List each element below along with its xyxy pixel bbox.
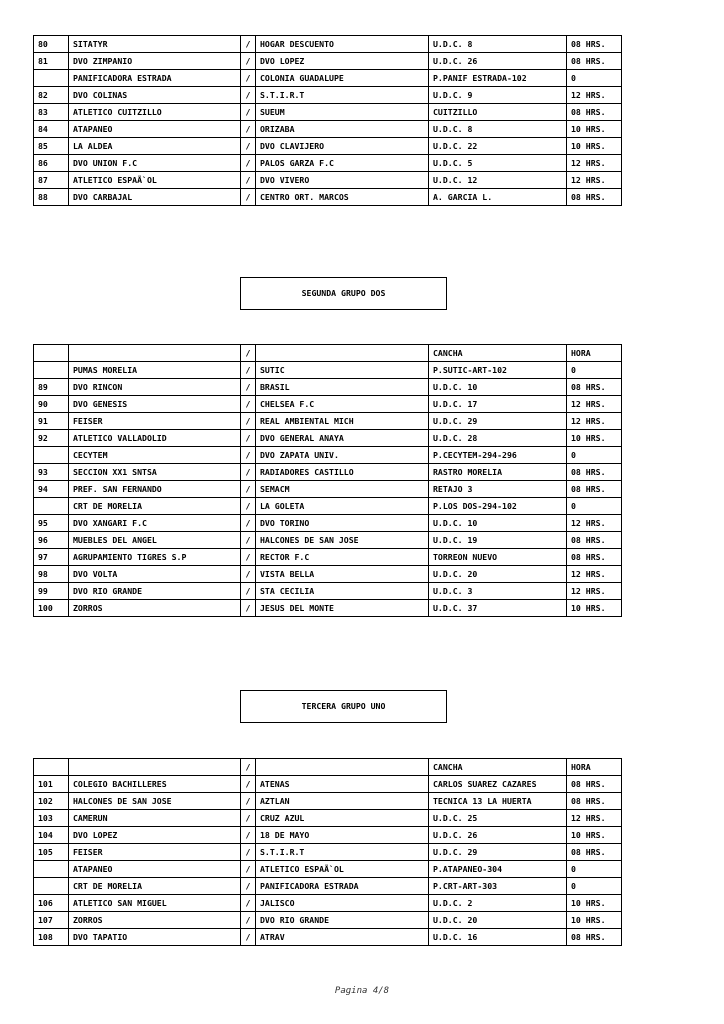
time-cell: 0 — [567, 861, 622, 878]
venue-cell: U.D.C. 9 — [429, 87, 567, 104]
venue-cell: U.D.C. 16 — [429, 929, 567, 946]
time-cell: 08 HRS. — [567, 189, 622, 206]
time-cell: 0 — [567, 447, 622, 464]
header-separator-cell: / — [241, 345, 256, 362]
fixture-row — [34, 172, 622, 189]
match-number-cell: 95 — [34, 515, 69, 532]
separator-cell: / — [241, 861, 256, 878]
match-number-cell: 81 — [34, 53, 69, 70]
away-team-cell: REAL AMBIENTAL MICH — [256, 413, 429, 430]
time-cell: 12 HRS. — [567, 413, 622, 430]
match-number-cell: 98 — [34, 566, 69, 583]
separator-cell: / — [241, 396, 256, 413]
venue-cell: U.D.C. 37 — [429, 600, 567, 617]
time-cell: 08 HRS. — [567, 793, 622, 810]
header-num-cell — [34, 345, 69, 362]
home-team-cell: PUMAS MORELIA — [69, 362, 241, 379]
away-team-cell: JESUS DEL MONTE — [256, 600, 429, 617]
separator-cell: / — [241, 121, 256, 138]
away-team-cell: CENTRO ORT. MARCOS — [256, 189, 429, 206]
away-team-cell: DVO GENERAL ANAYA — [256, 430, 429, 447]
separator-cell: / — [241, 36, 256, 53]
separator-cell: / — [241, 566, 256, 583]
away-team-cell: COLONIA GUADALUPE — [256, 70, 429, 87]
away-team-cell: S.T.I.R.T — [256, 844, 429, 861]
section-title-tercera-grupo-uno: TERCERA GRUPO UNO — [240, 690, 447, 723]
away-team-cell: PANIFICADORA ESTRADA — [256, 878, 429, 895]
venue-cell: TORREON NUEVO — [429, 549, 567, 566]
header-num-cell — [34, 759, 69, 776]
match-number-cell: 88 — [34, 189, 69, 206]
time-cell: 08 HRS. — [567, 532, 622, 549]
home-team-cell: SITATYR — [69, 36, 241, 53]
time-cell: 10 HRS. — [567, 121, 622, 138]
separator-cell: / — [241, 583, 256, 600]
time-cell: 10 HRS. — [567, 600, 622, 617]
time-cell: 12 HRS. — [567, 87, 622, 104]
venue-cell: U.D.C. 29 — [429, 413, 567, 430]
away-team-cell: PALOS GARZA F.C — [256, 155, 429, 172]
time-cell: 0 — [567, 70, 622, 87]
fixture-row — [34, 566, 622, 583]
header-time-cell: HORA — [567, 759, 622, 776]
separator-cell: / — [241, 189, 256, 206]
venue-cell: U.D.C. 28 — [429, 430, 567, 447]
match-number-cell: 83 — [34, 104, 69, 121]
home-team-cell: LA ALDEA — [69, 138, 241, 155]
time-cell: 08 HRS. — [567, 844, 622, 861]
time-cell: 12 HRS. — [567, 583, 622, 600]
away-team-cell: SUTIC — [256, 362, 429, 379]
time-cell: 08 HRS. — [567, 104, 622, 121]
venue-cell: U.D.C. 12 — [429, 172, 567, 189]
venue-cell: RETAJO 3 — [429, 481, 567, 498]
away-team-cell: ATENAS — [256, 776, 429, 793]
fixture-row — [34, 396, 622, 413]
home-team-cell: HALCONES DE SAN JOSE — [69, 793, 241, 810]
away-team-cell: DVO CLAVIJERO — [256, 138, 429, 155]
venue-cell: U.D.C. 8 — [429, 36, 567, 53]
table-header-row — [34, 759, 622, 776]
fixture-row — [34, 362, 622, 379]
home-team-cell: FEISER — [69, 844, 241, 861]
away-team-cell: 18 DE MAYO — [256, 827, 429, 844]
fixture-row — [34, 895, 622, 912]
separator-cell: / — [241, 895, 256, 912]
match-number-cell: 80 — [34, 36, 69, 53]
match-number-cell: 108 — [34, 929, 69, 946]
time-cell: 10 HRS. — [567, 895, 622, 912]
away-team-cell: BRASIL — [256, 379, 429, 396]
away-team-cell: JALISCO — [256, 895, 429, 912]
fixture-row — [34, 464, 622, 481]
away-team-cell: S.T.I.R.T — [256, 87, 429, 104]
fixture-row — [34, 155, 622, 172]
away-team-cell: DVO LOPEZ — [256, 53, 429, 70]
time-cell: 12 HRS. — [567, 172, 622, 189]
match-number-cell: 89 — [34, 379, 69, 396]
time-cell: 10 HRS. — [567, 430, 622, 447]
separator-cell: / — [241, 532, 256, 549]
time-cell: 0 — [567, 362, 622, 379]
match-number-cell: 99 — [34, 583, 69, 600]
away-team-cell: LA GOLETA — [256, 498, 429, 515]
fixture-row — [34, 481, 622, 498]
separator-cell: / — [241, 844, 256, 861]
venue-cell: RASTRO MORELIA — [429, 464, 567, 481]
header-separator-cell: / — [241, 759, 256, 776]
venue-cell: CUITZILLO — [429, 104, 567, 121]
fixture-row — [34, 379, 622, 396]
venue-cell: P.SUTIC-ART-102 — [429, 362, 567, 379]
fixtures-table-tercera-grupo-uno — [33, 758, 622, 946]
separator-cell: / — [241, 776, 256, 793]
fixture-row — [34, 413, 622, 430]
home-team-cell: ZORROS — [69, 600, 241, 617]
fixture-row — [34, 793, 622, 810]
home-team-cell: DVO TAPATIO — [69, 929, 241, 946]
away-team-cell: HOGAR DESCUENTO — [256, 36, 429, 53]
time-cell: 08 HRS. — [567, 929, 622, 946]
match-number-cell: 85 — [34, 138, 69, 155]
fixture-row — [34, 138, 622, 155]
fixture-row — [34, 929, 622, 946]
match-number-cell: 91 — [34, 413, 69, 430]
separator-cell: / — [241, 172, 256, 189]
time-cell: 08 HRS. — [567, 464, 622, 481]
home-team-cell: DVO LOPEZ — [69, 827, 241, 844]
header-away-cell — [256, 345, 429, 362]
home-team-cell: DVO GENESIS — [69, 396, 241, 413]
home-team-cell: ATAPANEO — [69, 121, 241, 138]
home-team-cell: DVO ZIMPANIO — [69, 53, 241, 70]
home-team-cell: ATLETICO CUITZILLO — [69, 104, 241, 121]
home-team-cell: ATLETICO VALLADOLID — [69, 430, 241, 447]
separator-cell: / — [241, 515, 256, 532]
separator-cell: / — [241, 549, 256, 566]
fixture-row — [34, 810, 622, 827]
fixture-row — [34, 53, 622, 70]
separator-cell: / — [241, 362, 256, 379]
venue-cell: TECNICA 13 LA HUERTA — [429, 793, 567, 810]
away-team-cell: STA CECILIA — [256, 583, 429, 600]
time-cell: 10 HRS. — [567, 827, 622, 844]
separator-cell: / — [241, 878, 256, 895]
venue-cell: P.CRT-ART-303 — [429, 878, 567, 895]
away-team-cell: DVO TORINO — [256, 515, 429, 532]
away-team-cell: SUEUM — [256, 104, 429, 121]
away-team-cell: DVO VIVERO — [256, 172, 429, 189]
away-team-cell: HALCONES DE SAN JOSE — [256, 532, 429, 549]
home-team-cell: DVO RINCON — [69, 379, 241, 396]
home-team-cell: ATLETICO SAN MIGUEL — [69, 895, 241, 912]
time-cell: 10 HRS. — [567, 912, 622, 929]
match-number-cell: 87 — [34, 172, 69, 189]
home-team-cell: DVO COLINAS — [69, 87, 241, 104]
match-number-cell: 106 — [34, 895, 69, 912]
header-home-cell — [69, 759, 241, 776]
time-cell: 12 HRS. — [567, 155, 622, 172]
away-team-cell: VISTA BELLA — [256, 566, 429, 583]
home-team-cell: ZORROS — [69, 912, 241, 929]
separator-cell: / — [241, 498, 256, 515]
venue-cell: U.D.C. 20 — [429, 566, 567, 583]
separator-cell: / — [241, 379, 256, 396]
home-team-cell: CRT DE MORELIA — [69, 498, 241, 515]
away-team-cell: ORIZABA — [256, 121, 429, 138]
time-cell: 08 HRS. — [567, 53, 622, 70]
venue-cell: U.D.C. 22 — [429, 138, 567, 155]
time-cell: 0 — [567, 878, 622, 895]
away-team-cell: CHELSEA F.C — [256, 396, 429, 413]
away-team-cell: DVO ZAPATA UNIV. — [256, 447, 429, 464]
away-team-cell: ATRAV — [256, 929, 429, 946]
home-team-cell: CAMERUN — [69, 810, 241, 827]
separator-cell: / — [241, 155, 256, 172]
match-number-cell: 101 — [34, 776, 69, 793]
separator-cell: / — [241, 929, 256, 946]
fixture-row — [34, 36, 622, 53]
away-team-cell: SEMACM — [256, 481, 429, 498]
home-team-cell: DVO XANGARI F.C — [69, 515, 241, 532]
time-cell: 08 HRS. — [567, 549, 622, 566]
home-team-cell: AGRUPAMIENTO TIGRES S.P — [69, 549, 241, 566]
home-team-cell: DVO VOLTA — [69, 566, 241, 583]
match-number-cell: 100 — [34, 600, 69, 617]
time-cell: 0 — [567, 498, 622, 515]
fixture-row — [34, 70, 622, 87]
match-number-cell: 94 — [34, 481, 69, 498]
venue-cell: U.D.C. 3 — [429, 583, 567, 600]
match-number-cell: 103 — [34, 810, 69, 827]
separator-cell: / — [241, 481, 256, 498]
venue-cell: U.D.C. 2 — [429, 895, 567, 912]
home-team-cell: DVO RIO GRANDE — [69, 583, 241, 600]
away-team-cell: RADIADORES CASTILLO — [256, 464, 429, 481]
fixtures-table-primera — [33, 35, 622, 206]
fixture-row — [34, 861, 622, 878]
home-team-cell: SECCION XX1 SNTSA — [69, 464, 241, 481]
time-cell: 12 HRS. — [567, 396, 622, 413]
home-team-cell: CRT DE MORELIA — [69, 878, 241, 895]
venue-cell: U.D.C. 26 — [429, 827, 567, 844]
header-venue-cell: CANCHA — [429, 759, 567, 776]
separator-cell: / — [241, 447, 256, 464]
header-venue-cell: CANCHA — [429, 345, 567, 362]
time-cell: 08 HRS. — [567, 776, 622, 793]
home-team-cell: MUEBLES DEL ANGEL — [69, 532, 241, 549]
fixtures-table-segunda-grupo-dos — [33, 344, 622, 617]
section-title-segunda-grupo-dos: SEGUNDA GRUPO DOS — [240, 277, 447, 310]
home-team-cell: PREF. SAN FERNANDO — [69, 481, 241, 498]
match-number-cell: 102 — [34, 793, 69, 810]
fixture-row — [34, 189, 622, 206]
venue-cell: A. GARCIA L. — [429, 189, 567, 206]
home-team-cell: ATAPANEO — [69, 861, 241, 878]
home-team-cell: DVO CARBAJAL — [69, 189, 241, 206]
fixture-row — [34, 827, 622, 844]
header-home-cell — [69, 345, 241, 362]
fixture-row — [34, 549, 622, 566]
match-number-cell — [34, 362, 69, 379]
fixture-row — [34, 600, 622, 617]
time-cell: 08 HRS. — [567, 36, 622, 53]
venue-cell: U.D.C. 29 — [429, 844, 567, 861]
table-header-row — [34, 345, 622, 362]
away-team-cell: CRUZ AZUL — [256, 810, 429, 827]
header-time-cell: HORA — [567, 345, 622, 362]
venue-cell: U.D.C. 8 — [429, 121, 567, 138]
venue-cell: U.D.C. 17 — [429, 396, 567, 413]
match-number-cell — [34, 861, 69, 878]
fixture-row — [34, 776, 622, 793]
home-team-cell: PANIFICADORA ESTRADA — [69, 70, 241, 87]
away-team-cell: RECTOR F.C — [256, 549, 429, 566]
separator-cell: / — [241, 827, 256, 844]
venue-cell: U.D.C. 19 — [429, 532, 567, 549]
venue-cell: U.D.C. 5 — [429, 155, 567, 172]
separator-cell: / — [241, 138, 256, 155]
match-number-cell: 84 — [34, 121, 69, 138]
page-footer: Pagina 4/8 — [334, 986, 390, 996]
home-team-cell: DVO UNION F.C — [69, 155, 241, 172]
home-team-cell: ATLETICO ESPAÃ`OL — [69, 172, 241, 189]
home-team-cell: CECYTEM — [69, 447, 241, 464]
away-team-cell: DVO RIO GRANDE — [256, 912, 429, 929]
fixture-row — [34, 515, 622, 532]
match-number-cell — [34, 498, 69, 515]
venue-cell: P.ATAPANEO-304 — [429, 861, 567, 878]
venue-cell: P.LOS DOS-294-102 — [429, 498, 567, 515]
match-number-cell: 104 — [34, 827, 69, 844]
separator-cell: / — [241, 104, 256, 121]
separator-cell: / — [241, 793, 256, 810]
venue-cell: CARLOS SUAREZ CAZARES — [429, 776, 567, 793]
away-team-cell: AZTLAN — [256, 793, 429, 810]
separator-cell: / — [241, 810, 256, 827]
fixture-row — [34, 844, 622, 861]
fixture-row — [34, 532, 622, 549]
time-cell: 10 HRS. — [567, 138, 622, 155]
match-number-cell: 105 — [34, 844, 69, 861]
venue-cell: U.D.C. 10 — [429, 379, 567, 396]
match-number-cell: 96 — [34, 532, 69, 549]
venue-cell: U.D.C. 26 — [429, 53, 567, 70]
match-number-cell — [34, 878, 69, 895]
fixture-row — [34, 121, 622, 138]
time-cell: 08 HRS. — [567, 481, 622, 498]
separator-cell: / — [241, 600, 256, 617]
time-cell: 12 HRS. — [567, 810, 622, 827]
separator-cell: / — [241, 430, 256, 447]
fixture-row — [34, 430, 622, 447]
match-number-cell: 82 — [34, 87, 69, 104]
away-team-cell: ATLETICO ESPAÃ`OL — [256, 861, 429, 878]
time-cell: 12 HRS. — [567, 515, 622, 532]
time-cell: 12 HRS. — [567, 566, 622, 583]
separator-cell: / — [241, 53, 256, 70]
venue-cell: U.D.C. 20 — [429, 912, 567, 929]
venue-cell: U.D.C. 25 — [429, 810, 567, 827]
fixture-row — [34, 583, 622, 600]
separator-cell: / — [241, 464, 256, 481]
fixture-row — [34, 104, 622, 121]
home-team-cell: COLEGIO BACHILLERES — [69, 776, 241, 793]
match-number-cell — [34, 447, 69, 464]
time-cell: 08 HRS. — [567, 379, 622, 396]
separator-cell: / — [241, 70, 256, 87]
fixture-row — [34, 87, 622, 104]
match-number-cell: 97 — [34, 549, 69, 566]
separator-cell: / — [241, 87, 256, 104]
fixture-row — [34, 878, 622, 895]
match-number-cell: 107 — [34, 912, 69, 929]
home-team-cell: FEISER — [69, 413, 241, 430]
fixture-row — [34, 912, 622, 929]
match-number-cell: 86 — [34, 155, 69, 172]
separator-cell: / — [241, 413, 256, 430]
match-number-cell: 92 — [34, 430, 69, 447]
venue-cell: P.CECYTEM-294-296 — [429, 447, 567, 464]
match-number-cell: 93 — [34, 464, 69, 481]
fixture-row — [34, 498, 622, 515]
venue-cell: U.D.C. 10 — [429, 515, 567, 532]
match-number-cell — [34, 70, 69, 87]
venue-cell: P.PANIF ESTRADA-102 — [429, 70, 567, 87]
match-number-cell: 90 — [34, 396, 69, 413]
fixture-row — [34, 447, 622, 464]
header-away-cell — [256, 759, 429, 776]
separator-cell: / — [241, 912, 256, 929]
